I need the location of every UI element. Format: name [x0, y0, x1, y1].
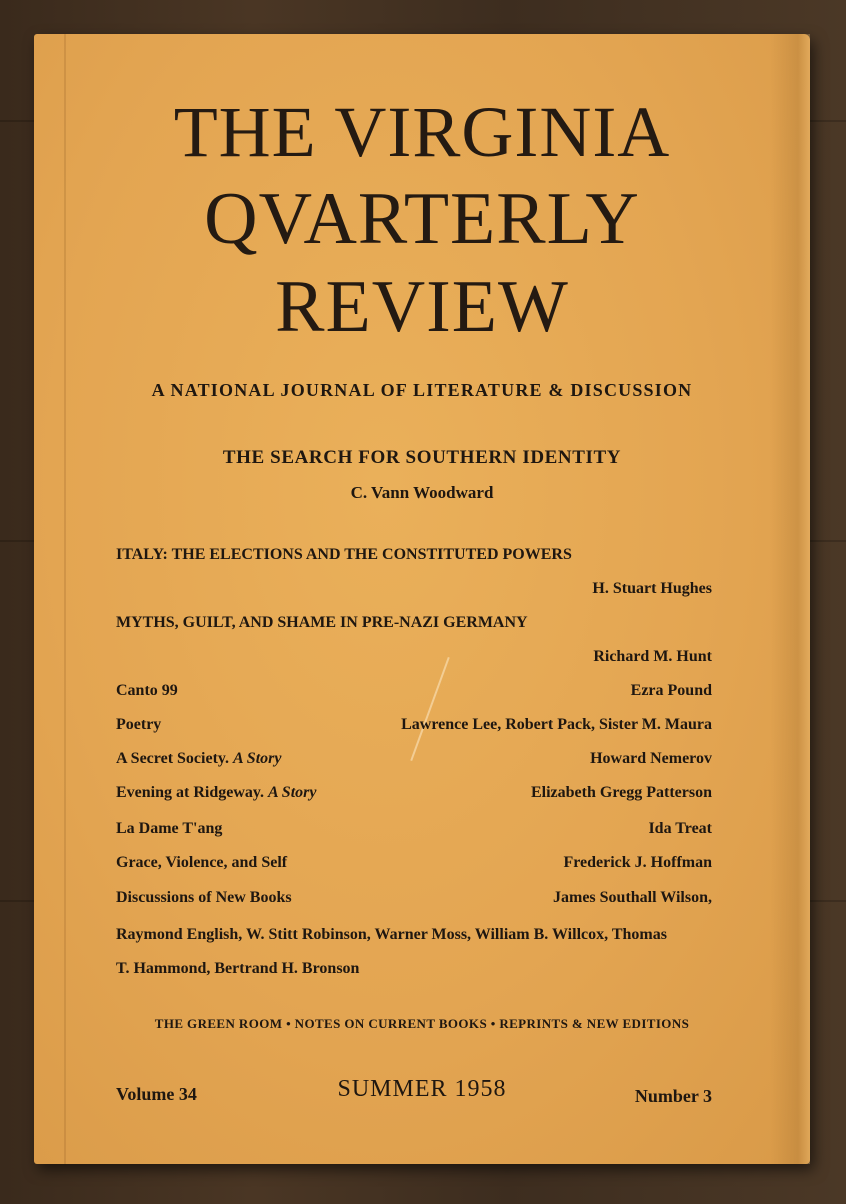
title-line-3: REVIEW — [275, 266, 569, 348]
magazine-cover — [34, 34, 810, 1164]
contents-title: Grace, Violence, and Self — [116, 854, 288, 871]
issue-number: Number 3 — [634, 1086, 712, 1106]
sections-footer: THE GREEN ROOM • NOTES ON CURRENT BOOKS • REPRINTS & NEW EDITIONS — [154, 1016, 690, 1031]
article-title: MYTHS, GUILT, AND SHAME IN PRE-NAZI GERMANY — [116, 614, 528, 631]
contents-title: Discussions of New Books — [116, 889, 292, 906]
crease — [410, 657, 450, 761]
contents-genre: A Story — [233, 750, 282, 767]
contents-title-text: Evening at Ridgeway. — [116, 784, 265, 801]
reviewers-line: Raymond English, W. Stitt Robinson, Warner Moss, William B. Willcox, Thomas — [116, 926, 667, 943]
contents-author: Ezra Pound — [630, 682, 712, 699]
contents-title: Poetry — [116, 716, 162, 733]
contents-title: Canto 99 — [116, 682, 178, 699]
contents-author: Howard Nemerov — [590, 750, 712, 767]
volume: Volume 34 — [116, 1084, 197, 1104]
title-line-1: THE VIRGINIA — [173, 92, 671, 172]
contents-author: Elizabeth Gregg Patterson — [530, 784, 712, 801]
contents-author: James Southall Wilson, — [552, 889, 712, 906]
contents-title — [116, 784, 316, 802]
contents-title — [116, 750, 281, 768]
season: SUMMER 1958 — [337, 1076, 507, 1102]
contents-author: Ida Treat — [648, 820, 712, 837]
article-title: ITALY: THE ELECTIONS AND THE CONSTITUTED POWERS — [116, 546, 572, 563]
article-author: H. Stuart Hughes — [592, 580, 712, 597]
title-line-2: QVARTERLY — [204, 178, 640, 260]
contents-title-text: A Secret Society. — [116, 750, 230, 767]
article-author: Richard M. Hunt — [593, 648, 712, 665]
contents-genre: A Story — [268, 784, 317, 801]
feature-author: C. Vann Woodward — [350, 483, 494, 502]
feature-title: THE SEARCH FOR SOUTHERN IDENTITY — [222, 447, 622, 468]
contents-author: Frederick J. Hoffman — [563, 854, 712, 871]
journal-subtitle: A NATIONAL JOURNAL OF LITERATURE & DISCUSSION — [151, 380, 693, 400]
contents-title: La Dame T'ang — [116, 820, 223, 837]
reviewers-line: T. Hammond, Bertrand H. Bronson — [116, 960, 360, 977]
contents-author: Lawrence Lee, Robert Pack, Sister M. Maura — [401, 716, 712, 733]
